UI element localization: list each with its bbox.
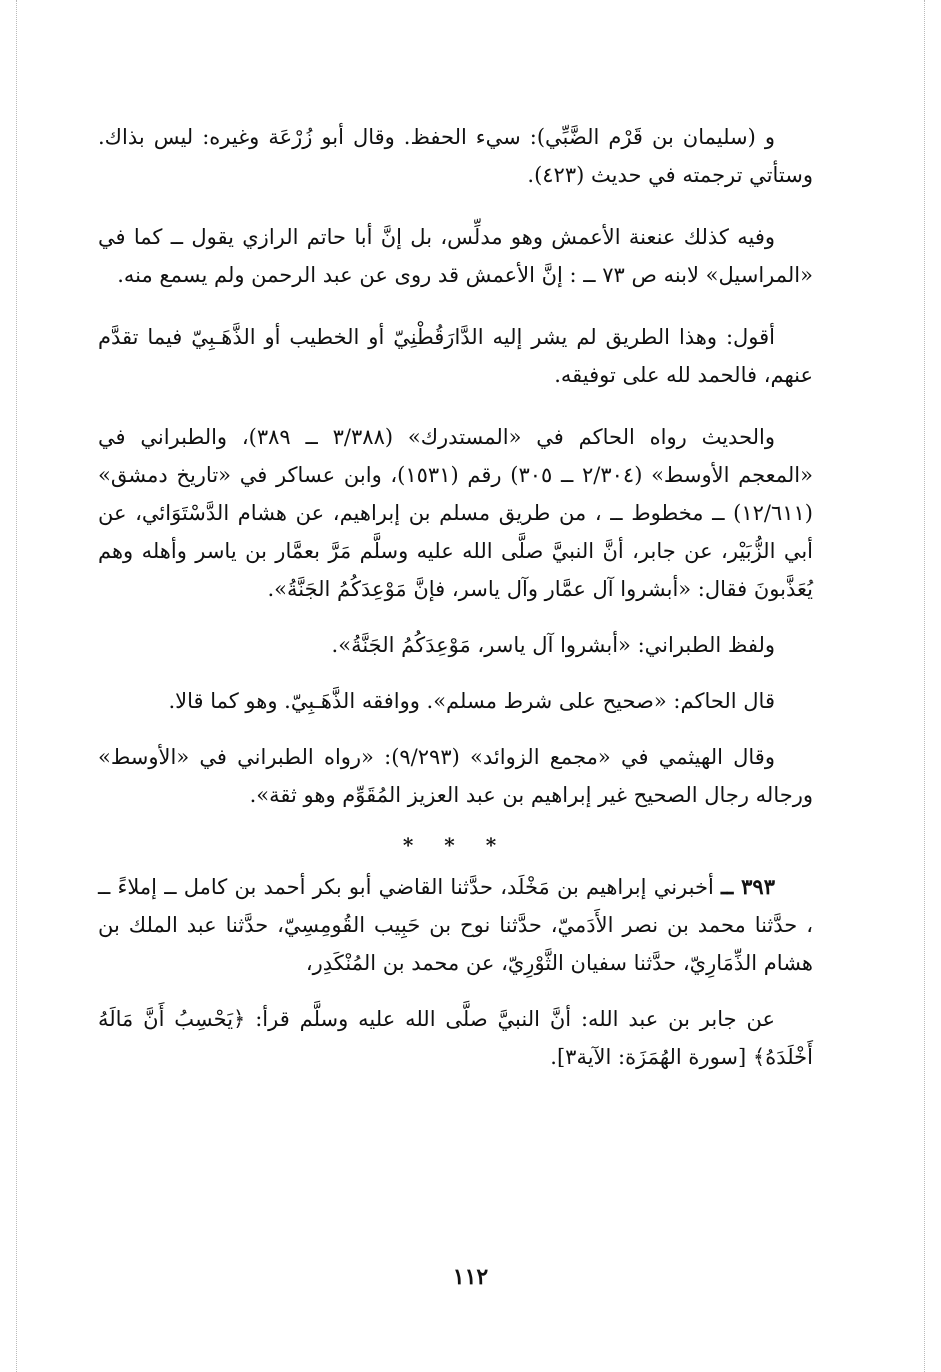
page-text bbox=[98, 118, 813, 1100]
paragraph-tabarani-wording: ولفظ الطبراني: «أبشروا آل ياسر، مَوْعِدَكُمُ الجَنَّةُ». bbox=[331, 633, 775, 657]
left-dotted-guide bbox=[16, 0, 17, 1372]
paragraph-amash: وفيه كذلك عنعنة الأعمش وهو مدلِّس، بل إنَّ أبا حاتم الرازي يقول ــ كما في «المراسيل» لابنه ص ٧٣ ــ : إنَّ الأعمش قد روى عن عبد الرحمن ولم يسمع منه. bbox=[98, 225, 813, 287]
paragraph-hakim: قال الحاكم: «صحيح على شرط مسلم». ووافقه الذَّهَـبِيّ. وهو كما قالا. bbox=[168, 689, 775, 713]
paragraph-hadith-sources: والحديث رواه الحاكم في «المستدرك» (٣/٣٨٨ ــ ٣٨٩)، والطبراني في «المعجم الأوسط» (٢/٣٠٤ ــ ٣٠٥) رقم (١٥٣١)، وابن عساكر في «تاريخ دمشق» (١٢/٦١١) ــ مخطوط ــ ، من طريق مسلم بن إبراهيم، عن هشام الدَّسْتَوَائي، عن أبي الزُّبَيْر، عن جابر، أنَّ النبيَّ صلَّى الله عليه وسلَّم مَرَّ بعمَّار بن ياسر وأهله وهم يُعَذَّبونَ فقال: «أبشروا آل عمَّار وآل ياسر، فإنَّ مَوْعِدَكُمُ الجَنَّةُ». bbox=[98, 425, 813, 601]
hadith-matn: عن جابر بن عبد الله: أنَّ النبيَّ صلَّى الله عليه وسلَّم قرأ: ﴿يَحْسِبُ أَنَّ مَالَهُ أَخْلَدَهُ﴾ [سورة الهُمَزَة: الآية٣]. bbox=[98, 1007, 813, 1069]
right-dotted-guide bbox=[924, 0, 925, 1372]
section-separator: * * * bbox=[402, 833, 509, 857]
hadith-isnad-paragraph bbox=[98, 868, 813, 982]
paragraph-haythami: وقال الهيثمي في «مجمع الزوائد» (٩/٢٩٣): «رواه الطبراني في «الأوسط» ورجاله رجال الصحيح غير إبراهيم بن عبد العزيز المُقَوِّم وهو ثقة». bbox=[98, 745, 813, 807]
hadith-isnad: أخبرني إبراهيم بن مَخْلَد، حدَّثنا القاضي أبو بكر أحمد بن كامل ــ إملاءً ــ ، حدَّثنا محمد بن نصر الأَدَميّ، حدَّثنا نوح بن حَبِيب القُومِسِيّ، حدَّثنا عبد الملك بن هشام الذِّمَارِيّ، حدَّثنا سفيان الثَّوْرِيّ، عن محمد بن المُنْكَدِر، bbox=[98, 875, 813, 975]
paragraph-aqul: أقول: وهذا الطريق لم يشر إليه الدَّارَقُطْنِيّ أو الخطيب أو الذَّهَـبِيّ فيما تقدَّم عنهم، فالحمد لله على توفيقه. bbox=[98, 325, 813, 387]
page-number: ١١٢ bbox=[452, 1264, 489, 1290]
paragraph-sulayman: و (سليمان بن قَرْم الضَّبِّي): سيء الحفظ. وقال أبو زُرْعَة وغيره: ليس بذاك. وستأتي ترجمته في حديث (٤٢٣). bbox=[98, 125, 813, 187]
hadith-number: ٣٩٣ ــ bbox=[720, 874, 775, 899]
